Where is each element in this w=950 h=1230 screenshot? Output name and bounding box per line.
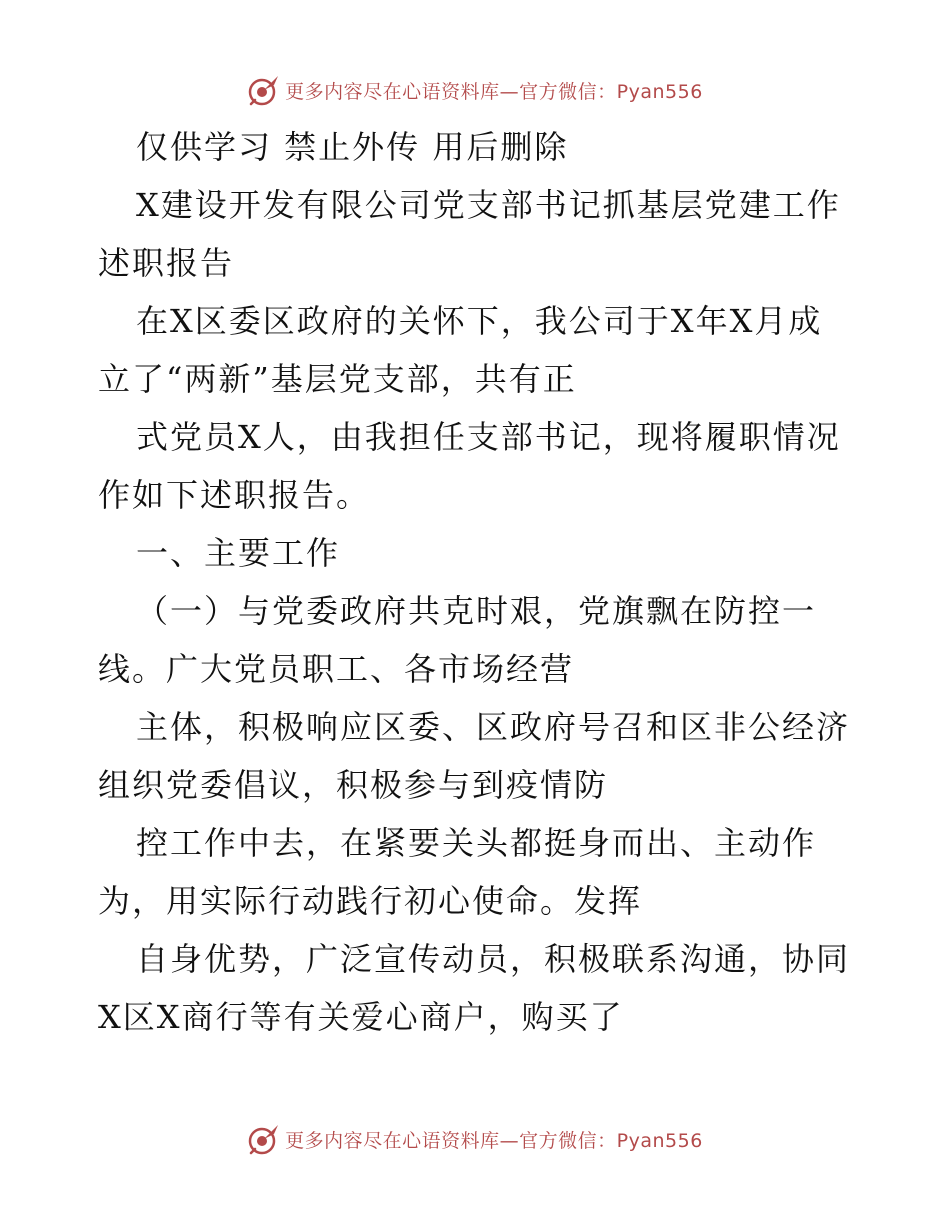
paragraph-line: 组织党委倡议，积极参与到疫情防 [98, 766, 609, 804]
paragraph-line: 作如下述职报告。 [98, 476, 371, 514]
paragraph-line: 线。广大党员职工、各市场经营 [98, 650, 575, 688]
paragraph-line: （一）与党委政府共克时艰，党旗飘在防控一 [136, 592, 817, 630]
quill-pen-logo-icon [247, 1122, 281, 1156]
paragraph-line: 控工作中去，在紧要关头都挺身而出、主动作 [136, 824, 817, 862]
header-banner [0, 68, 950, 112]
document-title-line-2: 述职报告 [98, 244, 235, 282]
paragraph-line: 式党员X人，由我担任支部书记，现将履职情况 [136, 418, 841, 456]
paragraph-line: 在X区委区政府的关怀下，我公司于X年X月成 [136, 302, 823, 340]
document-body [98, 118, 858, 1046]
footer-banner [0, 1117, 950, 1161]
section-heading: 一、主要工作 [136, 534, 341, 572]
quill-pen-logo-icon [247, 73, 281, 107]
paragraph-line: 为，用实际行动践行初心使命。发挥 [98, 882, 643, 920]
paragraph-line: X区X商行等有关爱心商户，购买了 [98, 998, 624, 1036]
notice-line: 仅供学习 禁止外传 用后删除 [136, 128, 569, 166]
paragraph-line: 自身优势，广泛宣传动员，积极联系沟通，协同 [136, 940, 851, 978]
paragraph-line: 立了“两新”基层党支部，共有正 [98, 360, 577, 398]
footer-banner-text: 更多内容尽在心语资料库—官方微信：Pyan556 [285, 1129, 703, 1152]
paragraph-line: 主体，积极响应区委、区政府号召和区非公经济 [136, 708, 851, 746]
header-banner-text: 更多内容尽在心语资料库—官方微信：Pyan556 [285, 80, 703, 103]
document-title-line-1: X建设开发有限公司党支部书记抓基层党建工作 [136, 186, 841, 224]
